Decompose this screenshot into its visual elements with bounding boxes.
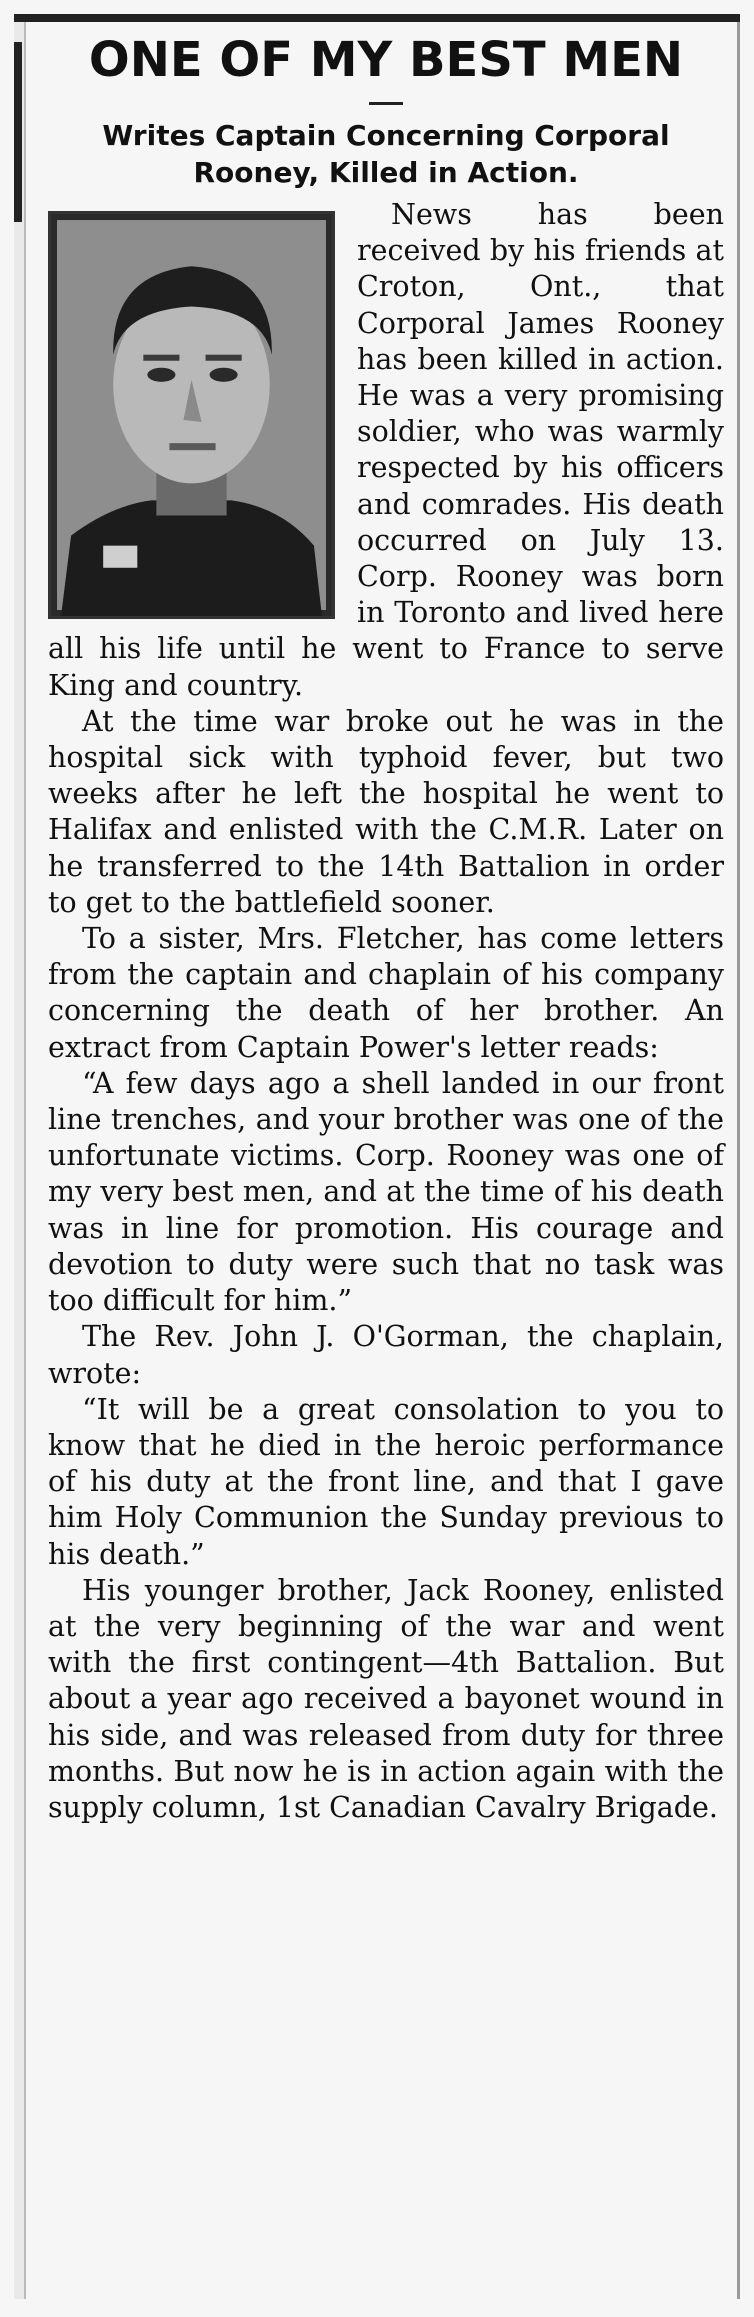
left-margin-strip	[14, 22, 26, 2299]
paragraph-3: To a sister, Mrs. Fletcher, has come letters from the captain and chaplain of his company concerning the death of her brother. An extract from Captain Power's letter reads:	[48, 922, 724, 1064]
headline-divider	[369, 102, 403, 105]
paragraph-2: At the time war broke out he was in the hospital sick with typhoid fever, but two weeks after he left the hospital he went to Halifax and enlisted with the C.M.R. Later on he transferred to the 14th Battalion in order to get to the battlefield sooner.	[48, 704, 724, 919]
paragraph-7: His younger brother, Jack Rooney, enlisted at the very beginning of the war and went with the first contingent—4th Battalion. But about a year ago received a bayonet wound in his side, and was released from duty for three months. But now he is in action again with the supply column, 1st Canadian Cavalry Brigade.	[48, 1573, 724, 1824]
paragraph-4-quote-captain: “A few days ago a shell landed in our front line trenches, and your brother was one of the unfortunate victims. Corp. Rooney was one of my very best men, and at the time of his death was in line for promotion. His courage and devotion to duty were such that no task was too difficult for him.”	[48, 1066, 724, 1318]
paragraph-1: News has been received by his friends at Croton, Ont., that Corporal James Rooney has been killed in action. He was a very promising soldier, who was warmly respected by his officers and comrades. His death occurred on July 13. Corp. Rooney was born in Toronto and lived here all his life until he went to France to serve King and country.	[48, 198, 724, 702]
left-edge-mark	[14, 42, 22, 222]
portrait-photo	[48, 211, 335, 619]
top-column-rule	[14, 14, 740, 22]
article-column	[48, 28, 724, 1826]
subheadline: Writes Captain Concerning Corporal Rooney, Killed in Action.	[102, 119, 670, 189]
paragraph-6-quote-chaplain: “It will be a great consolation to you to know that he died in the heroic performance of his duty at the front line, and that I gave him Holy Communion the Sunday previous to his death.”	[48, 1392, 724, 1571]
portrait-image	[51, 214, 332, 616]
article-body	[48, 197, 724, 1826]
paragraph-5: The Rev. John J. O'Gorman, the chaplain, wrote:	[48, 1320, 724, 1390]
right-column-rule	[737, 22, 740, 2299]
headline: ONE OF MY BEST MEN	[88, 32, 684, 88]
